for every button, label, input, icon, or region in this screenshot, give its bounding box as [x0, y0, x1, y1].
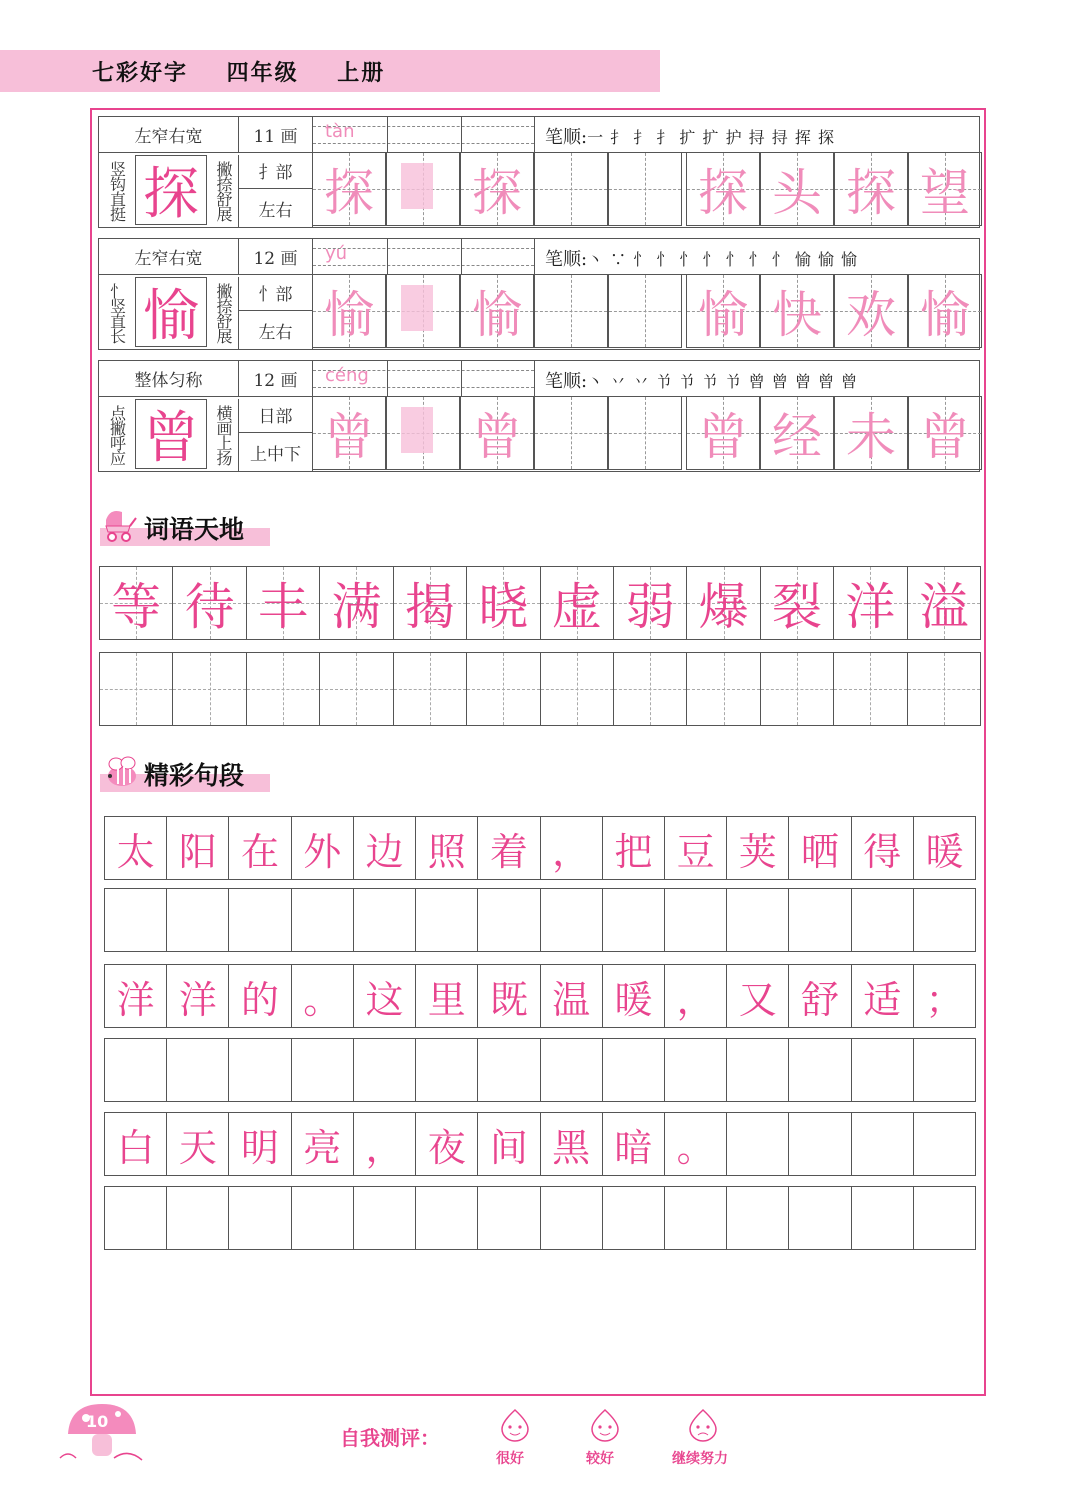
- stroke-order-label: 笔顺:丶 丷 丷 兯 兯 兯 兯 曾 曾 曾 曾 曾: [545, 371, 859, 392]
- vocab-char: 满: [331, 578, 382, 636]
- practice-cell[interactable]: [416, 1187, 478, 1249]
- sentence-cell: [914, 965, 975, 1027]
- practice-cell[interactable]: [229, 889, 291, 951]
- practice-cell[interactable]: [105, 889, 167, 951]
- vocab-cell: [173, 567, 246, 639]
- practice-cell[interactable]: [167, 1187, 229, 1249]
- practice-cell[interactable]: [852, 1039, 914, 1101]
- practice-cell[interactable]: [100, 653, 173, 725]
- writing-grid-cell: [760, 152, 834, 226]
- sentence-char: 天: [178, 1125, 217, 1170]
- trace-shade: [401, 285, 433, 331]
- trace-char: 望: [920, 164, 970, 222]
- practice-cell[interactable]: [541, 1039, 603, 1101]
- practice-cell[interactable]: [789, 1187, 851, 1249]
- practice-cell[interactable]: [354, 1039, 416, 1101]
- sentence-practice-row: [104, 1038, 976, 1102]
- writing-grid-cell: [386, 152, 460, 226]
- sentence-cell: [852, 1113, 914, 1175]
- sentence-char: 舒: [801, 977, 840, 1022]
- structure-label: 整体匀称: [99, 361, 239, 397]
- vocab-section-title: 词语天地: [100, 506, 270, 546]
- sentence-char: 明: [241, 1125, 280, 1170]
- sentence-row: [104, 964, 976, 1028]
- sentence-char: 这: [365, 977, 404, 1022]
- sentence-cell: [603, 1113, 665, 1175]
- sentence-char: 把: [614, 829, 653, 874]
- sentence-char: 白: [116, 1125, 155, 1170]
- sentence-practice-row: [104, 888, 976, 952]
- mushroom-icon: [56, 1398, 166, 1468]
- practice-cell[interactable]: [665, 1039, 727, 1101]
- vocab-cell: [100, 567, 173, 639]
- writing-grid-cell: [608, 152, 682, 226]
- sentence-practice-row: [104, 1186, 976, 1250]
- vocab-char: 揭: [404, 578, 455, 636]
- vocab-char: 溢: [918, 578, 969, 636]
- trace-char: 快: [772, 286, 822, 344]
- right-tip: 撇捺舒展: [209, 277, 239, 349]
- practice-cell[interactable]: [908, 653, 980, 725]
- vocab-char: 洋: [845, 578, 896, 636]
- practice-cell[interactable]: [727, 1187, 789, 1249]
- writing-grid-cell: [608, 274, 682, 348]
- rating-face-icon[interactable]: [686, 1408, 720, 1442]
- sentence-cell: [105, 817, 167, 879]
- sentence-cell: [478, 965, 540, 1027]
- practice-cell[interactable]: [914, 1039, 975, 1101]
- writing-grid-cell: [460, 396, 534, 470]
- sentence-cell: [167, 965, 229, 1027]
- sentence-row: [104, 1112, 976, 1176]
- pinyin-box: [313, 361, 535, 397]
- sentence-cell: [229, 1113, 291, 1175]
- practice-cell[interactable]: [789, 889, 851, 951]
- stroke-order: [535, 361, 979, 397]
- vocab-char: 爆: [698, 578, 749, 636]
- trace-char: 愉: [472, 286, 522, 344]
- sentence-cell: [105, 1113, 167, 1175]
- writing-grid-cell: [460, 152, 534, 226]
- practice-cell[interactable]: [167, 1039, 229, 1101]
- sentence-char: 暖: [925, 829, 964, 874]
- practice-cell[interactable]: [478, 889, 540, 951]
- vocab-char: 丰: [258, 578, 309, 636]
- writing-grid-cell: [760, 396, 834, 470]
- practice-cell[interactable]: [229, 1187, 291, 1249]
- stroller-icon: [100, 506, 140, 546]
- radical: 日部: [239, 397, 313, 433]
- writing-grid-cell: [460, 274, 534, 348]
- sentence-char: ，: [552, 829, 591, 874]
- practice-cell[interactable]: [394, 653, 467, 725]
- trace-char: 曾: [324, 408, 374, 466]
- sentence-char: 豆: [676, 829, 715, 874]
- trace-char: 头: [772, 164, 822, 222]
- sentence-char: 外: [303, 829, 342, 874]
- model-character: 探: [135, 155, 207, 225]
- sentence-char: ，: [676, 977, 715, 1022]
- model-character: 愉: [135, 277, 207, 347]
- practice-cell[interactable]: [478, 1039, 540, 1101]
- sentence-char: [727, 1113, 788, 1175]
- sentence-cell: [354, 1113, 416, 1175]
- trace-char: 探: [472, 164, 522, 222]
- sentence-cell: [292, 1113, 354, 1175]
- vocab-words-row: [99, 566, 981, 640]
- stroke-count: 12 画: [239, 361, 313, 397]
- sentence-cell: [478, 817, 540, 879]
- vocab-cell: [834, 567, 907, 639]
- sentence-cell: [603, 965, 665, 1027]
- practice-cell[interactable]: [614, 653, 687, 725]
- sentence-cell: [665, 965, 727, 1027]
- self-eval-label: 自我测评：: [340, 1426, 440, 1450]
- sentence-cell: [416, 817, 478, 879]
- writing-grid-cell: [534, 152, 608, 226]
- practice-cell[interactable]: [914, 1187, 975, 1249]
- trace-char: 欢: [846, 286, 896, 344]
- sentence-cell: [727, 1113, 789, 1175]
- vocab-char: 裂: [772, 578, 822, 636]
- sentence-char: [789, 1113, 850, 1175]
- practice-cell[interactable]: [852, 1187, 914, 1249]
- sentence-char: 得: [863, 829, 902, 874]
- writing-grid-cell: [834, 396, 908, 470]
- left-tip: 忄竖直长: [107, 283, 127, 343]
- practice-cell[interactable]: [789, 1039, 851, 1101]
- trace-char: 探: [698, 164, 748, 222]
- page-number: 10: [86, 1412, 109, 1431]
- sentence-char: 适: [863, 977, 902, 1022]
- writing-grid-cell: [534, 274, 608, 348]
- stroke-order-label: 笔顺:丶 ∵ 忄 忄 忄 忄 忄 忄 忄 愉 愉 愉: [545, 249, 859, 270]
- sentence-char: 夜: [427, 1125, 466, 1170]
- trace-shade: [401, 163, 433, 209]
- practice-cell[interactable]: [761, 653, 834, 725]
- vocab-char: 晓: [478, 578, 529, 636]
- sentence-char: 照: [427, 829, 466, 874]
- sentence-cell: [292, 965, 354, 1027]
- sentence-cell: [541, 965, 603, 1027]
- bee-icon: [100, 752, 140, 792]
- sentence-char: 着: [489, 829, 528, 874]
- sentence-char: 里: [427, 977, 466, 1022]
- practice-cell[interactable]: [416, 1039, 478, 1101]
- pinyin: yú: [325, 243, 348, 264]
- practice-cell[interactable]: [687, 653, 760, 725]
- structure-label: 左窄右宽: [99, 117, 239, 153]
- sentence-char: 在: [241, 829, 280, 874]
- trace-char: 曾: [698, 408, 748, 466]
- practice-cell[interactable]: [354, 889, 416, 951]
- stroke-count: 11 画: [239, 117, 313, 153]
- vocab-cell: [467, 567, 540, 639]
- sentence-cell: [354, 965, 416, 1027]
- sentence-cell: [167, 817, 229, 879]
- writing-grid-cell: [312, 152, 386, 226]
- sentence-cell: [105, 965, 167, 1027]
- sentence-row: [104, 816, 976, 880]
- practice-cell[interactable]: [292, 1187, 354, 1249]
- sentence-char: 黑: [552, 1125, 591, 1170]
- sentence-cell: [416, 1113, 478, 1175]
- sentence-char: 洋: [116, 977, 155, 1022]
- sentence-cell: [789, 965, 851, 1027]
- practice-cell[interactable]: [416, 889, 478, 951]
- practice-cell[interactable]: [354, 1187, 416, 1249]
- stroke-order: [535, 239, 979, 275]
- practice-cell[interactable]: [603, 1187, 665, 1249]
- vocab-char: 待: [184, 578, 235, 636]
- practice-cell[interactable]: [541, 889, 603, 951]
- layout-type: 左右: [239, 311, 313, 349]
- sentence-char: 又: [738, 977, 777, 1022]
- trace-shade: [401, 407, 433, 453]
- vocab-cell: [687, 567, 760, 639]
- writing-grid-cell: [386, 274, 460, 348]
- writing-grid-cell: [386, 396, 460, 470]
- sentence-cell: [852, 965, 914, 1027]
- vocab-cell: [320, 567, 393, 639]
- writing-grid-cell: [312, 396, 386, 470]
- radical: 忄部: [239, 275, 313, 311]
- writing-grid-cell: [608, 396, 682, 470]
- sentence-char: [852, 1113, 913, 1175]
- sentence-cell: [665, 1113, 727, 1175]
- radical: 扌部: [239, 153, 313, 189]
- pinyin-box: [313, 239, 535, 275]
- writing-grid-cell: [534, 396, 608, 470]
- stroke-order: [535, 117, 979, 153]
- practice-cell[interactable]: [320, 653, 393, 725]
- vocab-char: 弱: [625, 578, 676, 636]
- sentence-cell: [478, 1113, 540, 1175]
- vocab-cell: [394, 567, 467, 639]
- vocab-cell: [541, 567, 614, 639]
- writing-grid-cell: [908, 274, 982, 348]
- rating-face-icon[interactable]: [588, 1408, 622, 1442]
- sentence-section-title: 精彩句段: [100, 752, 270, 792]
- sentence-char: 晒: [801, 829, 840, 874]
- sentence-char: 荚: [738, 829, 777, 874]
- practice-cell[interactable]: [665, 1187, 727, 1249]
- writing-grid-cell: [908, 396, 982, 470]
- vocab-practice-row: [99, 652, 981, 726]
- practice-cell[interactable]: [603, 1039, 665, 1101]
- vocab-char: 虚: [551, 578, 602, 636]
- sentence-char: 暗: [614, 1125, 653, 1170]
- sentence-char: 暖: [614, 977, 653, 1022]
- writing-grid-cell: [686, 274, 760, 348]
- sentence-cell: [541, 817, 603, 879]
- page-header-title: 七彩好字 四年级 上册: [92, 61, 386, 86]
- pinyin: céng: [325, 365, 369, 386]
- sentence-char: ；: [925, 977, 964, 1022]
- sentence-cell: [914, 1113, 975, 1175]
- writing-grid-cell: [312, 274, 386, 348]
- trace-char: 探: [324, 164, 374, 222]
- practice-cell[interactable]: [105, 1187, 167, 1249]
- sentence-cell: [292, 817, 354, 879]
- vocab-cell: [614, 567, 687, 639]
- trace-char: 愉: [920, 286, 970, 344]
- sentence-cell: [789, 1113, 851, 1175]
- sentence-char: 既: [489, 977, 528, 1022]
- sentence-char: 边: [365, 829, 404, 874]
- rating-label: 很好: [496, 1451, 524, 1467]
- rating-face-icon[interactable]: [498, 1408, 532, 1442]
- sentence-char: 洋: [178, 977, 217, 1022]
- writing-grid-cell: [686, 396, 760, 470]
- trace-char: 曾: [472, 408, 522, 466]
- sentence-cell: [229, 817, 291, 879]
- trace-char: 曾: [920, 408, 970, 466]
- sentence-char: 太: [116, 829, 155, 874]
- sentence-char: 阳: [178, 829, 217, 874]
- practice-cell[interactable]: [665, 889, 727, 951]
- sentence-cell: [354, 817, 416, 879]
- sentence-char: [914, 1113, 975, 1175]
- stroke-order-label: 笔顺:一 扌 扌 扌 扩 扩 护 挦 挦 挥 探: [545, 127, 835, 148]
- sentence-cell: [852, 817, 914, 879]
- practice-cell[interactable]: [914, 889, 975, 951]
- writing-grid-cell: [686, 152, 760, 226]
- stroke-count: 12 画: [239, 239, 313, 275]
- practice-cell[interactable]: [478, 1187, 540, 1249]
- practice-cell[interactable]: [727, 1039, 789, 1101]
- sentence-char: 的: [241, 977, 280, 1022]
- writing-grid-cell: [834, 152, 908, 226]
- practice-cell[interactable]: [727, 889, 789, 951]
- vocab-cell: [247, 567, 320, 639]
- sentence-cell: [789, 817, 851, 879]
- sentence-char: 亮: [303, 1125, 342, 1170]
- trace-char: 经: [772, 408, 822, 466]
- sentence-cell: [603, 817, 665, 879]
- practice-cell[interactable]: [167, 889, 229, 951]
- writing-grid-cell: [834, 274, 908, 348]
- practice-cell[interactable]: [852, 889, 914, 951]
- pinyin-box: [313, 117, 535, 153]
- practice-cell[interactable]: [105, 1039, 167, 1101]
- vocab-char: 等: [111, 578, 162, 636]
- layout-type: 左右: [239, 189, 313, 227]
- layout-type: 上中下: [239, 433, 313, 471]
- sentence-cell: [665, 817, 727, 879]
- right-tip: 撇捺舒展: [209, 155, 239, 227]
- sentence-char: ，: [365, 1125, 404, 1170]
- trace-char: 未: [846, 408, 896, 466]
- practice-cell[interactable]: [292, 889, 354, 951]
- practice-cell[interactable]: [541, 653, 614, 725]
- sentence-cell: [167, 1113, 229, 1175]
- practice-cell[interactable]: [603, 889, 665, 951]
- vocab-cell: [761, 567, 834, 639]
- pinyin: tàn: [325, 121, 355, 142]
- sentence-char: 温: [552, 977, 591, 1022]
- structure-label: 左窄右宽: [99, 239, 239, 275]
- sentence-char: 间: [489, 1125, 528, 1170]
- practice-cell[interactable]: [541, 1187, 603, 1249]
- left-tip: 点撇呼应: [107, 405, 127, 465]
- writing-grid-cell: [760, 274, 834, 348]
- sentence-cell: [727, 965, 789, 1027]
- trace-char: 探: [846, 164, 896, 222]
- practice-cell[interactable]: [292, 1039, 354, 1101]
- sentence-cell: [727, 817, 789, 879]
- rating-label: 较好: [586, 1451, 614, 1467]
- model-character: 曾: [135, 399, 207, 469]
- practice-cell[interactable]: [247, 653, 320, 725]
- practice-cell[interactable]: [467, 653, 540, 725]
- writing-grid-cell: [908, 152, 982, 226]
- sentence-char: 。: [303, 977, 342, 1022]
- rating-label: 继续努力: [672, 1451, 728, 1467]
- trace-char: 愉: [698, 286, 748, 344]
- sentence-char: 。: [676, 1125, 715, 1170]
- sentence-cell: [229, 965, 291, 1027]
- sentence-cell: [416, 965, 478, 1027]
- practice-cell[interactable]: [229, 1039, 291, 1101]
- left-tip: 竖钩直挺: [107, 161, 127, 221]
- right-tip: 横画上扬: [209, 399, 239, 471]
- sentence-cell: [541, 1113, 603, 1175]
- trace-char: 愉: [324, 286, 374, 344]
- practice-cell[interactable]: [173, 653, 246, 725]
- vocab-cell: [908, 567, 980, 639]
- practice-cell[interactable]: [834, 653, 907, 725]
- sentence-cell: [914, 817, 975, 879]
